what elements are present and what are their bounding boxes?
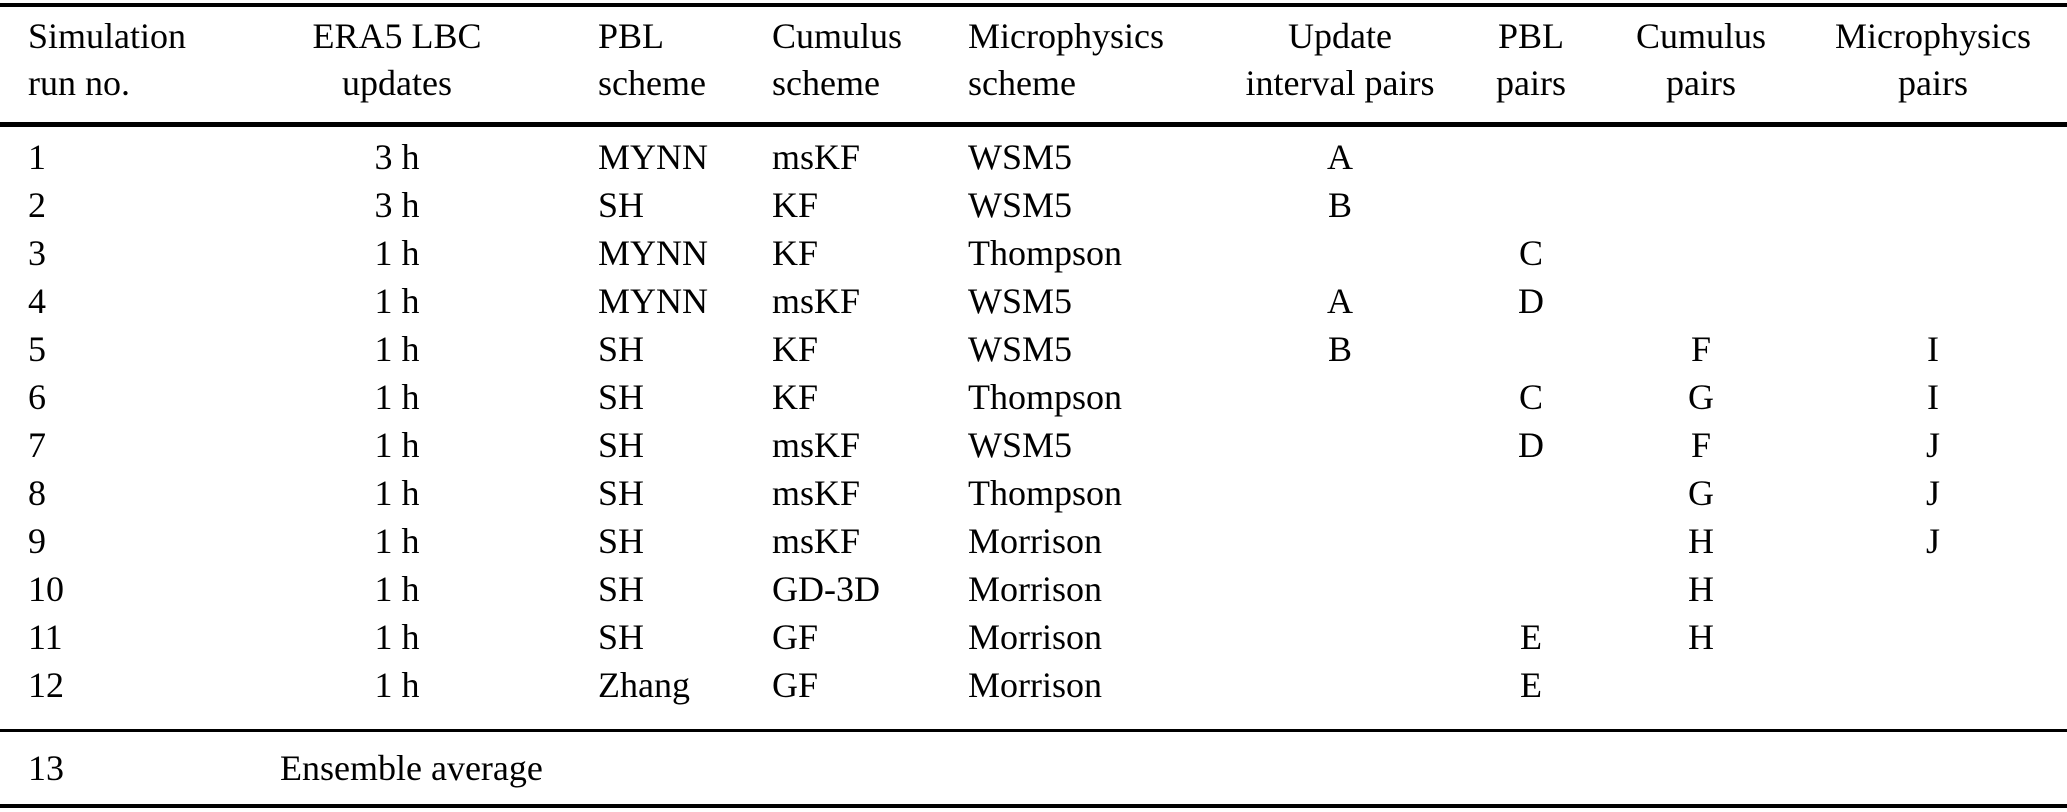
header-line: scheme: [772, 63, 880, 103]
cell-pbl-pair: [1445, 181, 1617, 229]
table-header: [0, 5, 2067, 125]
cell-update-interval-pair: [1235, 229, 1445, 277]
col-header-pbl-scheme: [514, 5, 772, 125]
table-row: [0, 565, 2067, 613]
ensemble-average-row: [0, 731, 2067, 807]
cell-update-interval-pair: [1235, 661, 1445, 731]
header-line: scheme: [598, 63, 706, 103]
cell-cumulus-pair: H: [1688, 521, 1714, 561]
cell-pbl-scheme: SH: [598, 185, 645, 225]
cell-run-no: 4: [28, 281, 46, 321]
cell-microphysics-pair: [1785, 181, 2067, 229]
cell-empty: [1235, 731, 1445, 807]
cell-lbc-updates: 1 h: [374, 425, 420, 465]
col-header-update-interval-pairs: [1235, 5, 1445, 125]
cell-microphysics-scheme: Thompson: [968, 233, 1123, 273]
cell-cumulus-scheme: msKF: [772, 521, 861, 561]
cell-update-interval-pair: B: [1327, 185, 1352, 225]
col-header-simulation-run-no: [0, 5, 280, 125]
cell-run-no: 10: [28, 569, 64, 609]
cell-lbc-updates: 1 h: [374, 569, 420, 609]
cell-run-no: 2: [28, 185, 46, 225]
cell-run-no: 9: [28, 521, 46, 561]
cell-run-no: 6: [28, 377, 46, 417]
header-line: Cumulus: [1635, 16, 1767, 56]
cell-pbl-scheme: SH: [598, 521, 645, 561]
cell-lbc-updates: 1 h: [374, 665, 420, 705]
cell-empty: [1785, 731, 2067, 807]
cell-lbc-updates: 1 h: [374, 521, 420, 561]
col-header-cumulus-scheme: [772, 5, 968, 125]
cell-run-no: 1: [28, 137, 46, 177]
header-line: pairs: [1496, 63, 1566, 103]
header-line: interval pairs: [1245, 63, 1435, 103]
cell-empty: [1617, 731, 1785, 807]
cell-cumulus-pair: H: [1688, 569, 1714, 609]
table-row: [0, 277, 2067, 325]
header-line: Cumulus: [772, 16, 903, 56]
header-line: pairs: [1666, 63, 1736, 103]
cell-microphysics-pair: [1785, 277, 2067, 325]
header-line: pairs: [1898, 63, 1968, 103]
cell-pbl-scheme: Zhang: [598, 665, 690, 705]
cell-lbc-updates: 1 h: [374, 281, 420, 321]
cell-microphysics-scheme: Morrison: [968, 521, 1102, 561]
cell-pbl-scheme: MYNN: [598, 137, 709, 177]
cell-microphysics-scheme: Morrison: [968, 617, 1102, 657]
cell-microphysics-pair: [1785, 125, 2067, 182]
header-line: updates: [342, 63, 452, 103]
cell-lbc-updates: 3 h: [374, 185, 420, 225]
cell-run-no: 5: [28, 329, 46, 369]
cell-microphysics-pair: I: [1927, 377, 1939, 417]
cell-pbl-scheme: MYNN: [598, 281, 709, 321]
header-line: ERA5 LBC: [312, 16, 482, 56]
cell-lbc-updates: 3 h: [374, 137, 420, 177]
header-line: Microphysics: [1835, 16, 2031, 56]
cell-pbl-scheme: SH: [598, 617, 645, 657]
cell-microphysics-scheme: WSM5: [968, 185, 1073, 225]
table-body: [0, 125, 2067, 731]
table-row: [0, 613, 2067, 661]
cell-run-no: 8: [28, 473, 46, 513]
cell-microphysics-pair: I: [1927, 329, 1939, 369]
cell-pbl-scheme: SH: [598, 377, 645, 417]
cell-cumulus-pair: [1617, 181, 1785, 229]
cell-update-interval-pair: [1235, 469, 1445, 517]
cell-cumulus-pair: [1617, 661, 1785, 731]
table-row: [0, 421, 2067, 469]
cell-pbl-pair: E: [1520, 665, 1542, 705]
col-header-microphysics-pairs: [1785, 5, 2067, 125]
cell-cumulus-pair: [1617, 277, 1785, 325]
header-line: PBL: [1497, 16, 1565, 56]
cell-lbc-updates: 1 h: [374, 473, 420, 513]
simulation-runs-table: [0, 3, 2067, 808]
cell-microphysics-pair: [1785, 565, 2067, 613]
col-header-pbl-pairs: [1445, 5, 1617, 125]
cell-pbl-scheme: SH: [598, 569, 645, 609]
cell-empty: [968, 731, 1235, 807]
table-row: [0, 229, 2067, 277]
cell-cumulus-scheme: GF: [772, 665, 819, 705]
cell-microphysics-pair: [1785, 229, 2067, 277]
cell-cumulus-pair: G: [1688, 473, 1714, 513]
cell-cumulus-pair: F: [1690, 329, 1712, 369]
cell-cumulus-scheme: GD-3D: [772, 569, 880, 609]
cell-ensemble-average-label: Ensemble average: [280, 748, 543, 788]
cell-update-interval-pair: [1235, 517, 1445, 565]
cell-cumulus-scheme: msKF: [772, 281, 861, 321]
cell-cumulus-scheme: msKF: [772, 425, 861, 465]
cell-run-no: 11: [28, 617, 63, 657]
cell-pbl-scheme: SH: [598, 329, 645, 369]
cell-cumulus-scheme: msKF: [772, 137, 861, 177]
table-row: [0, 373, 2067, 421]
header-line: run no.: [28, 63, 130, 103]
cell-pbl-scheme: MYNN: [598, 233, 709, 273]
cell-run-no: 7: [28, 425, 46, 465]
cell-pbl-pair: E: [1520, 617, 1542, 657]
cell-microphysics-pair: J: [1925, 521, 1940, 561]
cell-cumulus-scheme: msKF: [772, 473, 861, 513]
cell-cumulus-scheme: GF: [772, 617, 819, 657]
cell-microphysics-scheme: Thompson: [968, 473, 1123, 513]
col-header-microphysics-scheme: [968, 5, 1235, 125]
cell-lbc-updates: 1 h: [374, 329, 420, 369]
table-row: [0, 325, 2067, 373]
table-row: [0, 517, 2067, 565]
cell-microphysics-scheme: WSM5: [968, 425, 1073, 465]
cell-microphysics-scheme: WSM5: [968, 329, 1073, 369]
cell-empty: [1445, 731, 1617, 807]
cell-pbl-pair: C: [1518, 377, 1543, 417]
col-header-cumulus-pairs: [1617, 5, 1785, 125]
cell-pbl-pair: C: [1518, 233, 1543, 273]
cell-update-interval-pair: A: [1327, 137, 1353, 177]
cell-run-no: 3: [28, 233, 46, 273]
cell-microphysics-scheme: Morrison: [968, 569, 1102, 609]
cell-pbl-pair: D: [1518, 425, 1544, 465]
cell-pbl-pair: [1445, 565, 1617, 613]
cell-pbl-pair: [1445, 517, 1617, 565]
header-line: Update: [1288, 16, 1392, 56]
cell-pbl-pair: D: [1518, 281, 1544, 321]
cell-update-interval-pair: B: [1327, 329, 1352, 369]
cell-pbl-scheme: SH: [598, 425, 645, 465]
cell-cumulus-pair: [1617, 229, 1785, 277]
cell-cumulus-scheme: KF: [772, 233, 819, 273]
cell-microphysics-scheme: WSM5: [968, 137, 1073, 177]
header-line: Microphysics: [968, 16, 1164, 56]
col-header-era5-lbc-updates: [280, 5, 514, 125]
table-row: [0, 181, 2067, 229]
cell-cumulus-pair: [1617, 125, 1785, 182]
cell-microphysics-pair: J: [1925, 425, 1940, 465]
cell-pbl-pair: [1445, 125, 1617, 182]
cell-cumulus-pair: H: [1688, 617, 1714, 657]
cell-microphysics-pair: J: [1925, 473, 1940, 513]
cell-cumulus-scheme: KF: [772, 185, 819, 225]
cell-update-interval-pair: A: [1327, 281, 1353, 321]
header-line: scheme: [968, 63, 1076, 103]
cell-microphysics-scheme: Morrison: [968, 665, 1102, 705]
cell-update-interval-pair: [1235, 613, 1445, 661]
cell-microphysics-scheme: WSM5: [968, 281, 1073, 321]
cell-lbc-updates: 1 h: [374, 377, 420, 417]
cell-microphysics-pair: [1785, 613, 2067, 661]
cell-microphysics-pair: [1785, 661, 2067, 731]
cell-cumulus-pair: G: [1688, 377, 1714, 417]
cell-pbl-scheme: SH: [598, 473, 645, 513]
cell-run-no: 13: [28, 748, 64, 788]
cell-pbl-pair: [1445, 469, 1617, 517]
cell-update-interval-pair: [1235, 421, 1445, 469]
cell-update-interval-pair: [1235, 373, 1445, 421]
header-line: PBL: [598, 16, 665, 56]
table-row: [0, 469, 2067, 517]
cell-lbc-updates: 1 h: [374, 233, 420, 273]
cell-lbc-updates: 1 h: [374, 617, 420, 657]
cell-cumulus-scheme: KF: [772, 329, 819, 369]
header-row: [0, 5, 2067, 125]
cell-cumulus-scheme: KF: [772, 377, 819, 417]
cell-empty: [772, 731, 968, 807]
header-line: Simulation: [28, 16, 187, 56]
cell-run-no: 12: [28, 665, 64, 705]
cell-microphysics-scheme: Thompson: [968, 377, 1123, 417]
cell-empty: [514, 731, 772, 807]
cell-pbl-pair: [1445, 325, 1617, 373]
table-row: [0, 661, 2067, 731]
cell-cumulus-pair: F: [1690, 425, 1712, 465]
table-footer: [0, 731, 2067, 807]
table-row: [0, 125, 2067, 182]
cell-update-interval-pair: [1235, 565, 1445, 613]
